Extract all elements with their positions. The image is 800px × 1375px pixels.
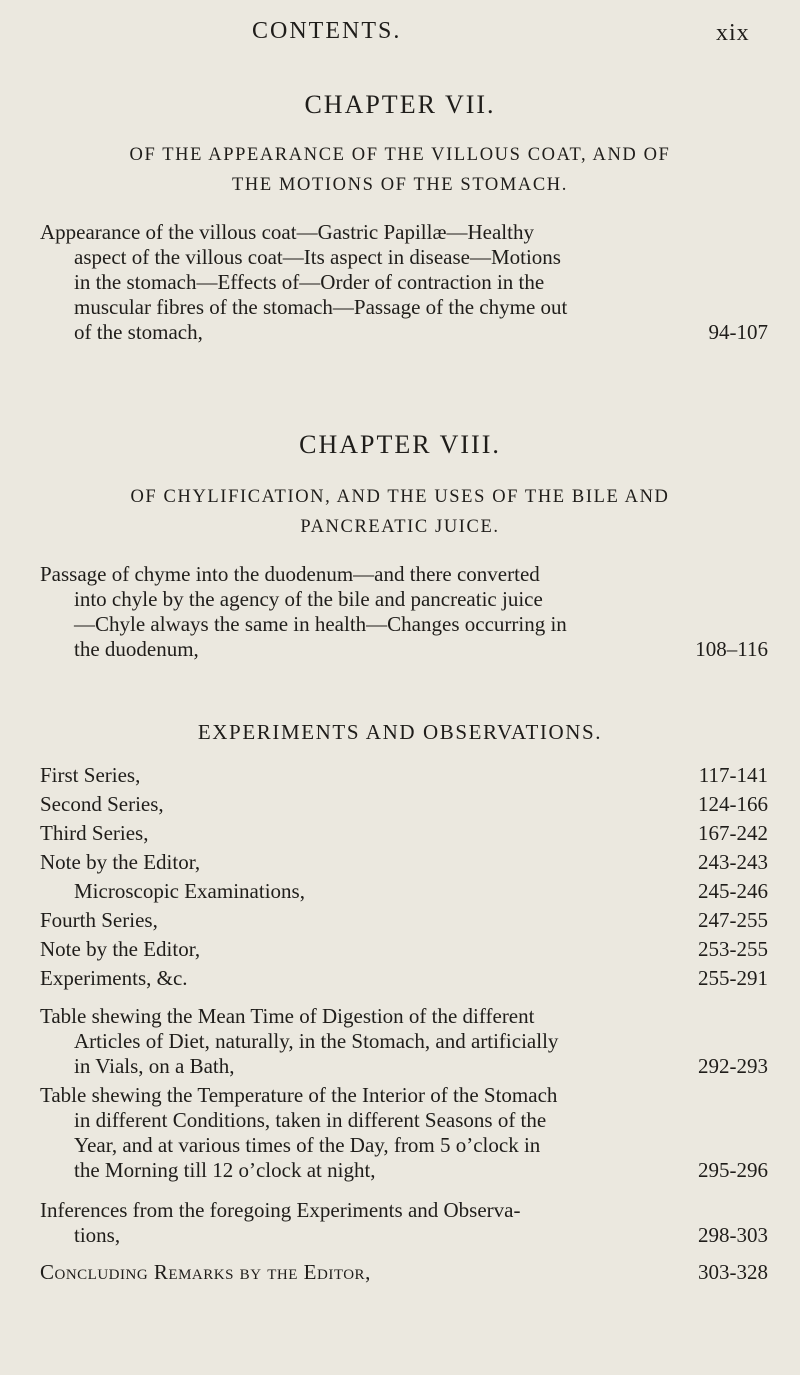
entry-label: Fourth Series,	[40, 908, 158, 932]
entry-label: Experiments, &c.	[40, 966, 188, 990]
entry-label: First Series,	[40, 763, 141, 787]
toc-entry	[40, 965, 768, 991]
page-range: 117-141	[698, 763, 768, 787]
page-range: 292-293	[698, 1054, 768, 1078]
entry-line-with-pages	[40, 1054, 768, 1079]
entry-line: Table shewing the Mean Time of Digestion of the different	[40, 1004, 535, 1028]
inferences-entry	[40, 1198, 768, 1248]
entry-line: Inferences from the foregoing Experiments and Observa-	[40, 1198, 521, 1222]
toc-entry	[40, 849, 768, 875]
chapter-7-subtitle-line-1: OF THE APPEARANCE OF THE VILLOUS COAT, AND OF	[129, 145, 671, 165]
page-number: xix	[716, 20, 750, 46]
summary-line-with-pages	[40, 637, 768, 662]
page-range: 247-255	[698, 908, 768, 932]
toc-entry	[40, 936, 768, 962]
toc-entry	[40, 907, 768, 933]
entry-line: Year, and at various times of the Day, from 5 o’clock in	[74, 1133, 541, 1157]
running-head-title: CONTENTS.	[252, 18, 402, 44]
entry-label: Third Series,	[40, 821, 149, 845]
page-range: 255-291	[698, 966, 768, 990]
entry-label: Note by the Editor,	[40, 937, 201, 961]
chapter-7-summary	[40, 220, 768, 345]
chapter-7-subtitle-line-2: THE MOTIONS OF THE STOMACH.	[232, 175, 568, 195]
entry-label: Microscopic Examinations,	[74, 879, 305, 903]
page-range: 245-246	[698, 879, 768, 903]
entry-line: Articles of Diet, naturally, in the Stomach, and artificially	[74, 1029, 559, 1053]
summary-line-with-pages	[40, 320, 768, 345]
chapter-8-heading: CHAPTER VIII.	[299, 430, 501, 459]
entry-label: Concluding Remarks by the Editor,	[40, 1260, 371, 1284]
chapter-7-heading: CHAPTER VII.	[304, 90, 496, 119]
entry-line: in different Conditions, taken in different Seasons of the	[74, 1108, 547, 1132]
toc-entry	[40, 878, 768, 904]
summary-line: aspect of the villous coat—Its aspect in disease—Motions	[74, 245, 561, 269]
summary-line: muscular fibres of the stomach—Passage of the chyme out	[74, 295, 568, 319]
page-range: 253-255	[698, 937, 768, 961]
toc-entry	[40, 820, 768, 846]
page-range: 303-328	[698, 1260, 768, 1284]
chapter-8-subtitle-line-2: PANCREATIC JUICE.	[300, 517, 500, 537]
experiments-heading: EXPERIMENTS AND OBSERVATIONS.	[197, 720, 603, 744]
toc-entry	[40, 791, 768, 817]
summary-line: —Chyle always the same in health—Changes occurring in	[74, 612, 567, 636]
running-head	[0, 18, 800, 50]
entry-line-with-pages	[40, 1223, 768, 1248]
entry-line: Table shewing the Temperature of the Interior of the Stomach	[40, 1083, 558, 1107]
table-diet-entry	[40, 1004, 768, 1079]
summary-line: into chyle by the agency of the bile and pancreatic juice	[74, 587, 543, 611]
page-range: 108–116	[695, 637, 768, 661]
toc-entry	[40, 762, 768, 788]
chapter-8-summary	[40, 562, 768, 662]
page-range: 167-242	[698, 821, 768, 845]
entry-line: tions,	[74, 1223, 121, 1247]
summary-line: Appearance of the villous coat—Gastric Papillæ—Healthy	[40, 220, 534, 244]
page-range: 295-296	[698, 1158, 768, 1182]
entry-label: Note by the Editor,	[40, 850, 201, 874]
table-temperature-entry	[40, 1083, 768, 1183]
entry-line-with-pages	[40, 1158, 768, 1183]
page-range: 94-107	[708, 320, 768, 344]
entry-line: the Morning till 12 o’clock at night,	[74, 1158, 376, 1182]
chapter-8-subtitle-line-1: OF CHYLIFICATION, AND THE USES OF THE BILE AND	[130, 487, 670, 507]
summary-line: of the stomach,	[74, 320, 203, 344]
page-range: 298-303	[698, 1223, 768, 1247]
summary-line: Passage of chyme into the duodenum—and there converted	[40, 562, 540, 586]
summary-line: the duodenum,	[74, 637, 199, 661]
entry-label: Second Series,	[40, 792, 164, 816]
page-range: 243-243	[698, 850, 768, 874]
page-range: 124-166	[698, 792, 768, 816]
summary-line: in the stomach—Effects of—Order of contraction in the	[74, 270, 545, 294]
concluding-remarks-entry	[40, 1259, 768, 1285]
entry-line: in Vials, on a Bath,	[74, 1054, 235, 1078]
